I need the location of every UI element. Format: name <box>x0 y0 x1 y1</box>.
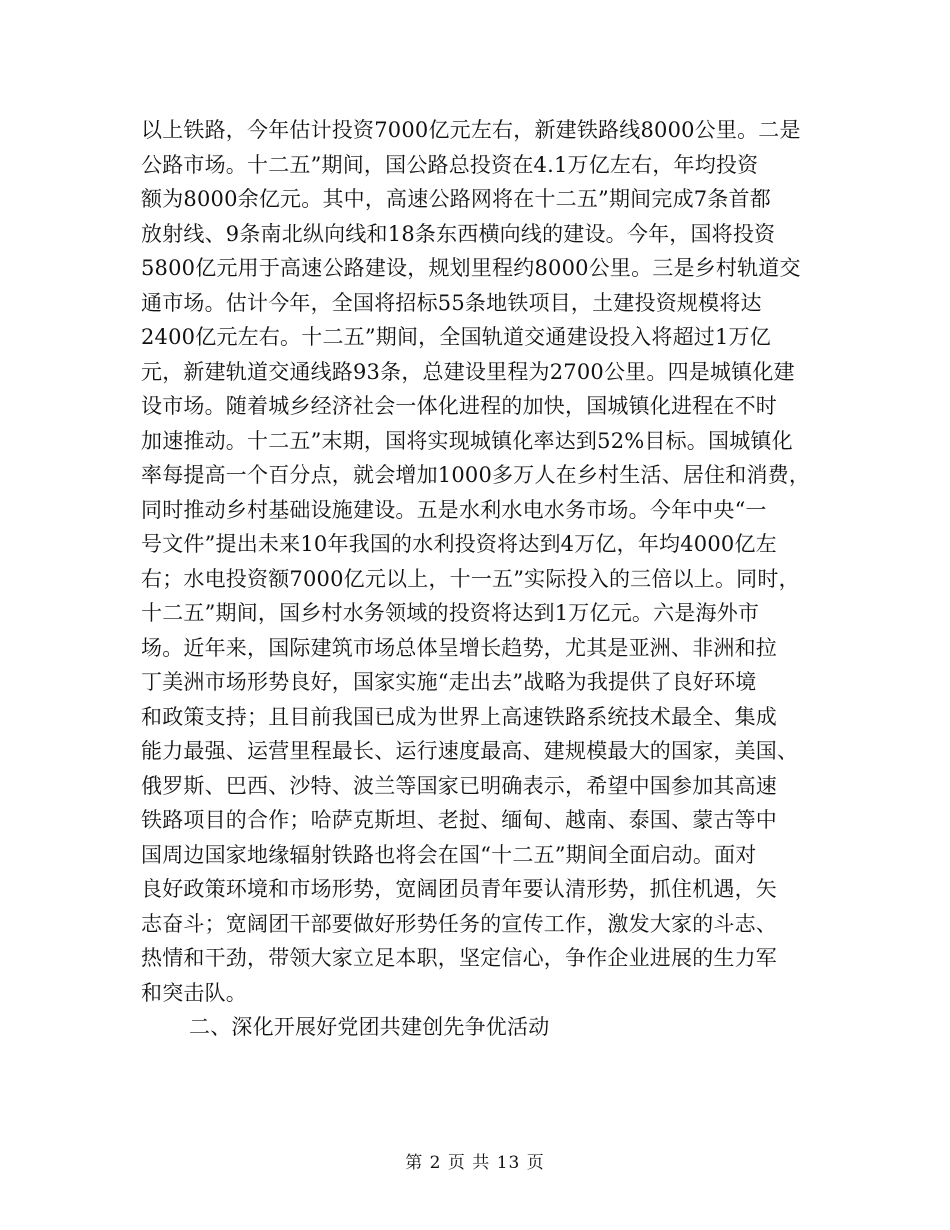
text-line: 放射线、9条南北纵向线和18条东西横向线的建设。今年，国将投资 <box>141 221 776 246</box>
text-line: 场。近年来，国际建筑市场总体呈增长趋势，尤其是亚洲、非洲和拉 <box>141 635 777 660</box>
body-text <box>141 113 811 1045</box>
text-line: 能力最强、运营里程最长、运行速度最高、建规模最大的国家，美国、 <box>141 739 799 763</box>
text-line: 铁路项目的合作；哈萨克斯坦、老挝、缅甸、越南、泰国、蒙古等中 <box>141 808 777 832</box>
text-line: 和突击队。 <box>141 980 247 1005</box>
text-line: 良好政策环境和市场形势，宽阔团员青年要认清形势，抓住机遇，矢 <box>141 877 777 901</box>
text-line: 热情和干劲，带领大家立足本职，坚定信心，争作企业进展的生力军 <box>141 946 777 970</box>
text-line: 设市场。随着城乡经济社会一体化进程的加快，国城镇化进程在不时 <box>141 394 777 418</box>
text-line: 率每提高一个百分点，就会增加1000多万人在乡村生活、居住和消费， <box>141 463 811 487</box>
text-line: 5800亿元用于高速公路建设，规划里程约8000公里。三是乡村轨道交 <box>141 256 801 280</box>
text-line: 元，新建轨道交通线路93条，总建设里程为2700公里。四是城镇化建 <box>141 359 795 384</box>
text-line: 额为8000余亿元。其中，高速公路网将在十二五”期间完成7条首都 <box>141 187 771 211</box>
text-line: 十二五”期间，国乡村水务领域的投资将达到1万亿元。六是海外市 <box>141 601 760 625</box>
text-line: 号文件”提出未来10年我国的水利投资将达到4万亿，年均4000亿左 <box>141 532 777 556</box>
text-line: 加速推动。十二五”末期，国将实现城镇化率达到52%目标。国城镇化 <box>141 428 793 453</box>
text-line: 志奋斗；宽阔团干部要做好形势任务的宣传工作，激发大家的斗志、 <box>141 911 777 936</box>
text-line: 公路市场。十二五”期间，国公路总投资在4.1万亿左右，年均投资 <box>141 152 759 177</box>
page-number: 第 2 页 共 13 页 <box>405 1153 545 1173</box>
text-line: 以上铁路，今年估计投资7000亿元左右，新建铁路线8000公里。二是 <box>141 118 801 142</box>
section-heading: 二、深化开展好党团共建创先争优活动 <box>189 1015 550 1039</box>
text-line: 同时推动乡村基础设施建设。五是水利水电水务市场。今年中央“一 <box>141 497 767 522</box>
text-line: 通市场。估计今年，全国将招标55条地铁项目，土建投资规模将达 <box>141 290 762 315</box>
text-line: 俄罗斯、巴西、沙特、波兰等国家已明确表示，希望中国参加其高速 <box>141 773 777 798</box>
text-line: 丁美洲市场形势良好，国家实施“走出去”战略为我提供了良好环境 <box>141 670 757 694</box>
text-line: 国周边国家地缘辐射铁路也将会在国“十二五”期间全面启动。面对 <box>141 842 757 867</box>
text-line: 2400亿元左右。十二五”期间，全国轨道交通建设投入将超过1万亿 <box>141 325 771 349</box>
text-line: 和政策支持；且目前我国已成为世界上高速铁路系统技术最全、集成 <box>141 704 777 729</box>
text-line: 右；水电投资额7000亿元以上，十一五”实际投入的三倍以上。同时， <box>141 566 800 591</box>
